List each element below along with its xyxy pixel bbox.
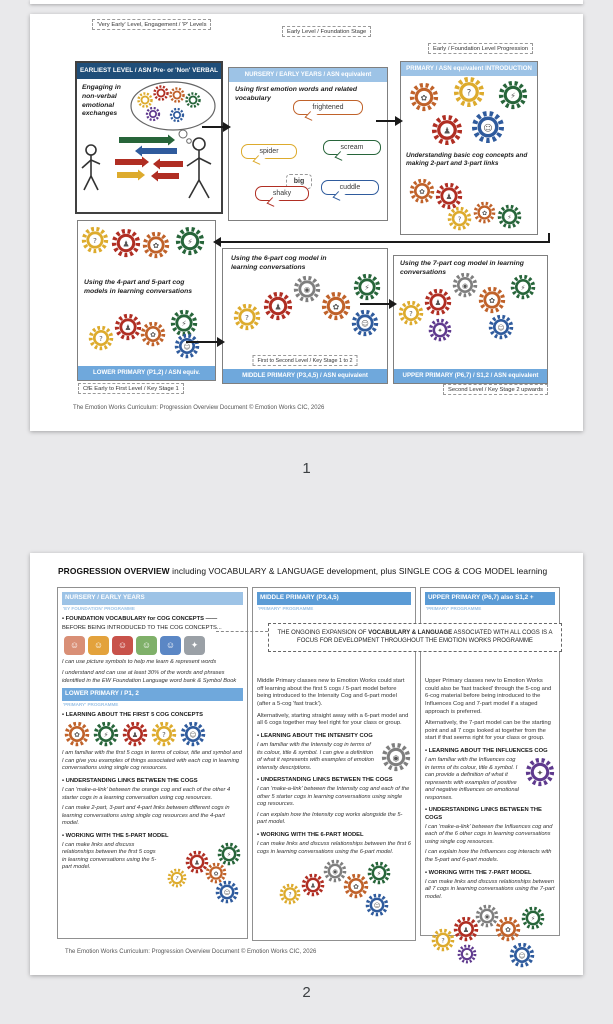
page-footer: The Emotion Works Curriculum: Progression Overview Document © Emotion Works CIC, 2026: [65, 949, 317, 955]
programme-subtitle: 'PRIMARY' PROGRAMME: [258, 606, 314, 611]
paragraph: Alternatively, the 7-part model can be the starting point and all 7 cogs looked at together from the start if that seems right for your class or group.: [425, 720, 551, 742]
svg-text:⚡: ⚡: [507, 213, 512, 222]
cog-icon-purple: [525, 757, 555, 787]
stage-label-very-early: 'Very Early' Level, Engagement / 'P' Levels: [92, 19, 211, 30]
cog-icon-blue: [488, 314, 514, 340]
cog-icon-orange: [473, 201, 496, 224]
picture-symbol-icon: ☺: [136, 636, 157, 655]
svg-text:◉: ◉: [462, 281, 468, 290]
i-can-statement: I can explain how the Influences cog interacts with the 5-part and 6-part models.: [425, 849, 552, 863]
svg-text:?: ?: [409, 309, 413, 318]
cog-icon-yellow: [447, 206, 472, 231]
cog-icon-gray: [452, 272, 478, 298]
i-can-statement: I can make links and discuss relationships between all 7 cogs in learning conversations using the 7-part model.: [425, 878, 555, 900]
i-can-statement: I am familiar with the first 5 cogs in terms of colour, title and symbol and I can give you examples of things associated with each cog in learning conversations using single cog resources.: [62, 750, 242, 772]
svg-text:✿: ✿: [488, 296, 496, 306]
cog-icon-gray: [293, 275, 321, 303]
svg-text:⚡: ⚡: [181, 319, 187, 329]
svg-text:☺: ☺: [483, 123, 493, 134]
svg-text:☺: ☺: [497, 323, 505, 332]
earliest-level-box: [75, 61, 223, 214]
bullet-heading: • LEARNING ABOUT THE FIRST 5 COG CONCEPTS: [62, 712, 203, 719]
cog-model-cluster: [62, 721, 212, 748]
svg-text:♟: ♟: [443, 125, 451, 136]
paragraph: Upper Primary classes new to Emotion Works could also be 'fast tracked' through the 5-cog and 6-cog material before being introduced to the Influences Cog and 7-part model if a staged approach is preferred.: [425, 678, 552, 715]
svg-text:☺: ☺: [223, 889, 231, 897]
svg-text:☺: ☺: [361, 319, 369, 329]
cog-icon-red: [114, 313, 142, 341]
primary-introduction-box: [400, 61, 538, 235]
box-header: NURSERY / EARLY YEARS / ASN equivalent: [229, 68, 387, 82]
svg-text:?: ?: [175, 876, 179, 883]
box-body-text: Using the 6-part cog model in learning conversations: [231, 255, 327, 271]
paragraph: Alternatively, starting straight away with a 6-part model and all 6 cogs together may feel right for your class or group.: [257, 712, 409, 727]
nursery-early-years-box: [228, 67, 388, 221]
picture-symbol-icon: ✦: [184, 636, 205, 655]
cog-icon-blue: [509, 942, 535, 968]
page-number-1: 1: [302, 460, 311, 477]
svg-text:?: ?: [457, 215, 462, 224]
svg-text:♟: ♟: [124, 323, 132, 333]
i-can-statement: I understand and can use at least 30% of the words and phrases identified in the EW Foundation Language word bank & Symbol Book: [62, 669, 237, 684]
bullet-heading: • WORKING WITH THE 6-PART MODEL: [257, 831, 364, 838]
picture-symbols-row: [64, 636, 241, 655]
bullet-heading: • FOUNDATION VOCABULARY for COG CONCEPTS ——: [62, 616, 218, 622]
cog-icon-yellow: [279, 883, 301, 905]
dashed-connector: [216, 631, 268, 632]
picture-symbol-icon: ☺: [160, 636, 181, 655]
svg-text:⚡: ⚡: [364, 283, 370, 293]
page-2[interactable]: [30, 553, 583, 975]
cog-icon-yellow: [431, 928, 455, 952]
programme-subtitle: 'EY FOUNDATION' PROGRAMME: [63, 606, 135, 611]
cog-icon-red: [122, 721, 148, 747]
stage-label-cfe-early-first: CfE Early to First Level / Key Stage 1: [78, 383, 184, 394]
box-header: UPPER PRIMARY (P6,7) / S1,2 / ASN equivalent: [394, 369, 547, 383]
svg-text:☺: ☺: [189, 731, 197, 740]
emotion-word-bubbles: [229, 68, 387, 220]
svg-text:?: ?: [93, 236, 97, 246]
cog-icon-green: [93, 721, 119, 747]
stage-label-second-level: Second Level / Key Stage 2 upwards: [443, 384, 548, 395]
cog-icon-orange: [64, 721, 90, 747]
svg-text:?: ?: [245, 313, 249, 323]
page-number-2: 2: [302, 984, 311, 1001]
callout-text: ASSOCIATED WITH ALL COGS IS A FOCUS FOR DEVELOPMENT THROUGHOUT THE EMOTION WORKS PROGRAMME: [297, 630, 553, 645]
svg-text:♟: ♟: [194, 859, 200, 867]
i-can-statement: I can 'make-a-link' between the orange cog and each of the other 4 starter cogs in a learning conversation using cog resources.: [62, 787, 231, 801]
svg-text:✿: ✿: [419, 187, 425, 196]
svg-text:☺: ☺: [518, 952, 526, 961]
cog-icon-yellow: [398, 300, 424, 326]
cog-icon-blue: [471, 110, 505, 144]
callout-text: THE ONGOING EXPANSION OF: [277, 630, 369, 636]
page-footer: The Emotion Works Curriculum: Progression Overview Document © Emotion Works CIC, 2026: [73, 405, 325, 411]
svg-text:⚡: ⚡: [226, 851, 232, 859]
svg-text:☺: ☺: [183, 342, 191, 351]
cog-icon-yellow: [88, 325, 114, 351]
stage-label-early-progression: Early / Foundation Level Progression: [428, 43, 533, 54]
cog-icon-gray: [381, 742, 411, 772]
paragraph: Middle Primary classes new to Emotion Works could start off learning about the first 5 cogs / 5-part model before being introduced to the Intensity Cog and 6-part model (after a 5-cog 'fast track').: [257, 678, 405, 707]
previous-page-edge: [30, 0, 583, 4]
svg-text:♟: ♟: [274, 302, 282, 312]
arrow-box3-box4: [220, 241, 550, 243]
picture-symbol-icon: ☺: [112, 636, 133, 655]
box-header: LOWER PRIMARY (P1,2) / ASN equiv.: [78, 366, 215, 380]
svg-text:✿: ✿: [481, 210, 488, 218]
box-body-text: Using the 7-part cog model in learning conversations: [400, 260, 524, 276]
callout-text-bold: VOCABULARY & LANGUAGE: [368, 630, 453, 636]
svg-text:♟: ♟: [122, 239, 130, 249]
svg-text:♟: ♟: [310, 882, 316, 890]
i-can-statement: I can 'make-a-link' between the Influences cog and each of the 6 other cogs in learning conversations using single cog resources.: [425, 823, 553, 845]
cog-icon-red: [263, 291, 293, 321]
svg-text:⚡: ⚡: [187, 237, 193, 247]
arrow-box1-box2: [202, 126, 224, 128]
cog-icon-green: [175, 226, 205, 256]
cog-icon-blue: [215, 880, 239, 904]
arrow-box2-box3: [376, 120, 396, 122]
page-title-rest: including VOCABULARY & LANGUAGE development, plus SINGLE COG & COG MODEL learning: [169, 566, 548, 576]
svg-text:☺: ☺: [373, 902, 381, 910]
i-can-statement: ✦ I am familiar with the Influences cog in terms of its colour, title & symbol. I can provide a definition of what it represents with examples of positive and negative influences on emotional responses.: [425, 757, 555, 802]
svg-text:◉: ◉: [484, 913, 490, 921]
speech-bubble-shaky: shaky: [255, 186, 309, 201]
cog-icon-orange: [409, 178, 435, 204]
cog-cluster: [78, 221, 215, 380]
i-can-statement: I can 'make-a-link' between the Intensity cog and each of the other 5 starter cogs in learning conversations using single cog resources.: [257, 786, 410, 808]
middle-primary-box: [222, 248, 388, 384]
cog-icon-orange: [142, 231, 170, 259]
arrow-box5-box6: [360, 303, 390, 305]
cog-model-cluster: [275, 859, 393, 919]
i-can-statement: ⚡ ♟ ✿ ? ☺ I can make links and discuss relationships between the first 5 cogs in learning conversations using the 5-part model.: [62, 842, 243, 872]
cog-icon-yellow: [81, 226, 109, 254]
bullet-heading: • UNDERSTANDING LINKS BETWEEN THE COGS: [425, 807, 542, 821]
box-header: PRIMARY / ASN equivalent INTRODUCTION: [401, 62, 537, 76]
cog-icon-purple: [428, 318, 452, 342]
svg-text:♟: ♟: [131, 731, 139, 740]
svg-text:?: ?: [99, 334, 103, 343]
cog-model-cluster: [525, 757, 555, 787]
speech-bubble-big: big: [286, 174, 312, 189]
svg-text:✿: ✿: [213, 871, 219, 878]
cog-cluster: [401, 62, 537, 234]
speech-bubble-cuddle: cuddle: [321, 180, 379, 195]
svg-text:?: ?: [441, 937, 445, 945]
ongoing-expansion-callout: [268, 623, 562, 652]
cog-model-cluster: [165, 842, 243, 906]
svg-text:◉: ◉: [332, 868, 338, 876]
cog-icon-red: [453, 916, 479, 942]
stage-label-early-level: Early Level / Foundation Stage: [282, 26, 371, 37]
svg-text:♟: ♟: [445, 192, 453, 202]
nonverbal-exchange-illustration: [79, 80, 219, 211]
svg-text:✦: ✦: [536, 768, 544, 778]
svg-text:✿: ✿: [332, 302, 340, 312]
cog-icon-red: [431, 114, 463, 146]
svg-text:✿: ✿: [150, 330, 156, 339]
cog-icon-red: [301, 873, 325, 897]
svg-text:?: ?: [162, 731, 166, 740]
arrow-box4-box5: [186, 341, 218, 343]
cog-icon-orange: [409, 82, 439, 112]
bullet-heading: • LEARNING ABOUT THE INFLUENCES COG: [425, 748, 548, 755]
caps-text: BEFORE BEING INTRODUCED TO THE COG CONCEPTS...: [62, 625, 222, 632]
cog-icon-blue: [365, 893, 389, 917]
cog-icon-red: [111, 228, 141, 258]
cog-icon-orange: [478, 286, 506, 314]
cog-icon-green: [521, 906, 545, 930]
cog-icon-orange: [321, 291, 351, 321]
i-can-statement: I can make 2-part, 3-part and 4-part links between different cogs in learning conversations using single cog resources and the 4-part model.: [62, 805, 230, 827]
svg-text:✿: ✿: [152, 241, 160, 251]
bullet-heading: • UNDERSTANDING LINKS BETWEEN THE COGS: [62, 777, 198, 784]
svg-text:✿: ✿: [420, 93, 428, 103]
svg-text:✿: ✿: [353, 883, 359, 892]
svg-text:?: ?: [288, 892, 292, 899]
section-header-bar: UPPER PRIMARY (P6,7) also S1,2 +: [425, 592, 555, 605]
box-body-text: Using first emotion words and related vocabulary: [235, 86, 357, 102]
cog-model-cluster: [381, 742, 411, 772]
bullet-heading: • WORKING WITH THE 5-PART MODEL: [62, 832, 169, 839]
cog-icon-red: [424, 288, 452, 316]
cog-icon-blue: [174, 333, 200, 359]
cog-icon-yellow: [233, 303, 261, 331]
section-header-bar: LOWER PRIMARY / P1, 2: [62, 688, 243, 701]
cog-icon-yellow: [453, 76, 485, 108]
upper-primary-box: [393, 255, 548, 384]
programme-subtitle: 'PRIMARY' PROGRAMME: [426, 606, 482, 611]
cog-icon-green: [498, 80, 528, 110]
lower-primary-box: [77, 220, 216, 381]
exchange-arrows: [115, 135, 183, 182]
stage-label-first-second: First to Second Level / Key Stage 1 to 2: [253, 355, 358, 366]
box-body-text: Understanding basic cog concepts and making 2-part and 3-part links: [406, 152, 532, 169]
section-header-bar: NURSERY / EARLY YEARS: [62, 592, 243, 605]
cog-icon-orange: [140, 321, 166, 347]
cog-icon-green: [497, 204, 522, 229]
svg-text:⚡: ⚡: [520, 283, 526, 292]
cog-icon-green: [367, 861, 391, 885]
picture-symbol-icon: ☺: [88, 636, 109, 655]
cog-icon-blue: [351, 309, 379, 337]
i-can-statement: I can explain how the Intensity cog works alongside the 5-part model.: [257, 811, 403, 826]
svg-text:✿: ✿: [505, 926, 511, 935]
section-header-bar: MIDDLE PRIMARY (P3,4,5): [257, 592, 411, 605]
box-header: MIDDLE PRIMARY (P3,4,5) / ASN equivalent: [223, 369, 387, 383]
svg-text:◉: ◉: [303, 285, 311, 295]
column-nursery-early-years: [57, 587, 248, 939]
svg-text:⚡: ⚡: [530, 915, 536, 923]
page-title: [58, 566, 547, 576]
svg-text:♟: ♟: [434, 298, 442, 308]
svg-text:✿: ✿: [74, 731, 80, 740]
svg-text:◉: ◉: [392, 753, 400, 763]
svg-text:♟: ♟: [462, 926, 470, 935]
box-body-text: Engaging in non-verbal emotional exchanges: [82, 84, 121, 118]
picture-symbol-icon: ☺: [64, 636, 85, 655]
i-can-statement: I can make links and discuss relationships between the first 6 cogs in learning conversations using the 6-part model.: [257, 841, 411, 855]
i-can-statement: ◉ I am familiar with the Intensity cog in terms of its colour, title & symbol. I can give a definition of what it represents with examples of emotion intensity descriptions.: [257, 742, 411, 772]
cog-model-cluster: [429, 904, 551, 970]
svg-text:⚡: ⚡: [376, 870, 382, 878]
svg-text:⚡: ⚡: [510, 91, 516, 101]
svg-text:✦: ✦: [464, 952, 470, 959]
speech-bubble-scream: scream: [323, 140, 381, 155]
page-1[interactable]: [30, 14, 583, 431]
cog-icon-yellow: [167, 868, 187, 888]
svg-text:⚡: ⚡: [103, 731, 109, 740]
cog-icon-yellow: [151, 721, 177, 747]
bullet-heading: • WORKING WITH THE 7-PART MODEL: [425, 869, 532, 876]
cog-icon-blue: [180, 721, 206, 747]
bullet-heading: • UNDERSTANDING LINKS BETWEEN THE COGS: [257, 777, 393, 784]
box-header: EARLIEST LEVEL / ASN Pre- or 'Non' VERBAL: [77, 63, 221, 79]
cog-icon-purple: [457, 944, 477, 964]
bullet-heading: • LEARNING ABOUT THE INTENSITY COG: [257, 732, 373, 739]
cog-cluster: [394, 256, 547, 383]
page-title-bold: PROGRESSION OVERVIEW: [58, 566, 170, 576]
i-can-statement: I can use picture symbols to help me learn & represent words: [62, 659, 217, 666]
box-body-text: Using the 4-part and 5-part cog models in learning conversations: [84, 279, 206, 297]
cog-icon-green: [510, 274, 536, 300]
speech-bubble-frightened: frightened: [293, 100, 363, 115]
programme-subtitle: 'PRIMARY' PROGRAMME: [63, 702, 119, 708]
speech-bubble-spider: spider: [241, 144, 297, 159]
cog-icon-orange: [495, 916, 521, 942]
svg-text:?: ?: [466, 87, 472, 98]
cog-icon-green: [353, 273, 381, 301]
stick-figures: [82, 138, 211, 198]
svg-text:✦: ✦: [437, 327, 443, 335]
